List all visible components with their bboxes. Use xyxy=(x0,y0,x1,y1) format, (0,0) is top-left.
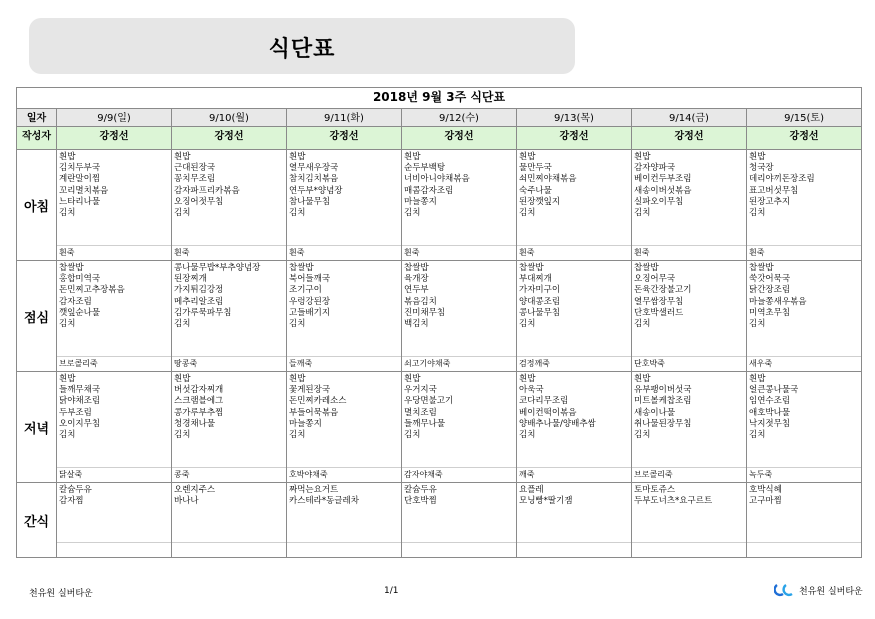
menu-item: 돈민찌카레소스 xyxy=(289,396,347,407)
porridge-divider xyxy=(287,356,401,357)
menu-item: 콩나물무침 xyxy=(519,307,561,318)
porridge-divider xyxy=(287,245,401,246)
writer-label: 작성자 xyxy=(17,127,57,150)
page-title-box xyxy=(29,18,575,74)
menu-item: 우당면불고기 xyxy=(404,396,454,407)
menu-item: 모닝빵*딸기잼 xyxy=(519,496,573,507)
writer-name: 강정선 xyxy=(402,127,517,150)
porridge-item: 들깨죽 xyxy=(289,359,313,368)
porridge-item: 땅콩죽 xyxy=(174,359,198,368)
menu-item: 얼큰콩나물국 xyxy=(749,385,799,396)
porridge-divider xyxy=(287,542,401,543)
porridge-item: 흰죽 xyxy=(634,248,650,257)
menu-item: 흰밥 xyxy=(749,152,766,162)
menu-item: 꽃게된장국 xyxy=(289,385,331,396)
breakfast-cell xyxy=(172,150,287,261)
footer-org: 천유원 실버타운 xyxy=(29,589,93,599)
menu-item: 오렌지주스 xyxy=(174,485,216,495)
menu-item: 찹쌀밥 xyxy=(749,263,774,273)
menu-item: 감자파프리카볶음 xyxy=(174,185,240,196)
menu-item: 흰밥 xyxy=(519,152,536,162)
writer-name: 강정선 xyxy=(517,127,632,150)
menu-item: 마늘쫑새우볶음 xyxy=(749,296,807,307)
snack-cell xyxy=(747,483,862,558)
footer-page-number: 1/1 xyxy=(384,586,399,596)
snack-cell xyxy=(57,483,172,558)
breakfast-cell xyxy=(632,150,747,261)
breakfast-cell xyxy=(517,150,632,261)
breakfast-cell xyxy=(57,150,172,261)
porridge-item: 단호박죽 xyxy=(634,359,665,368)
porridge-divider xyxy=(287,467,401,468)
menu-item: 감자양파국 xyxy=(634,163,676,174)
menu-item: 실파오이무침 xyxy=(634,196,684,207)
menu-item: 흰밥 xyxy=(634,152,651,162)
menu-item: 감자조림 xyxy=(59,296,92,307)
porridge-item: 호박야채죽 xyxy=(289,470,328,479)
porridge-divider xyxy=(57,245,171,246)
menu-item: 칼슘두유 xyxy=(404,485,437,495)
menu-item: 김치 xyxy=(174,319,191,330)
breakfast-cell xyxy=(402,150,517,261)
lunch-cell xyxy=(57,261,172,372)
menu-item: 김치 xyxy=(289,208,306,219)
menu-item: 콩나물무밥*부추양념장 xyxy=(174,263,261,273)
menu-item: 김치 xyxy=(174,208,191,219)
writer-name: 강정선 xyxy=(632,127,747,150)
menu-item: 토마토쥬스 xyxy=(634,485,676,495)
porridge-divider xyxy=(517,356,631,357)
table-title: 2018년 9월 3주 식단표 xyxy=(17,88,862,109)
porridge-divider xyxy=(57,356,171,357)
breakfast-cell xyxy=(747,150,862,261)
menu-item: 쑥갓어묵국 xyxy=(749,274,791,285)
menu-item: 김치 xyxy=(174,430,191,441)
porridge-item: 쇠고기야채죽 xyxy=(404,359,451,368)
porridge-item: 감자야채죽 xyxy=(404,470,443,479)
breakfast-label: 아침 xyxy=(17,150,57,261)
menu-item: 미트볼케찹조림 xyxy=(634,396,692,407)
lunch-cell xyxy=(517,261,632,372)
menu-item: 마늘쫑지 xyxy=(289,418,322,429)
menu-item: 칼슘두유 xyxy=(59,485,92,495)
menu-item: 새송이나물 xyxy=(634,407,676,418)
menu-item: 흰밥 xyxy=(174,374,191,384)
menu-item: 가자미구이 xyxy=(519,285,561,296)
snack-cell xyxy=(402,483,517,558)
menu-item: 흰밥 xyxy=(289,374,306,384)
menu-item: 숙주나물 xyxy=(519,185,552,196)
menu-item: 아욱국 xyxy=(519,385,544,396)
day-header: 9/9(일) xyxy=(57,109,172,127)
menu-item: 된장고추지 xyxy=(749,196,791,207)
day-label: 일자 xyxy=(17,109,57,127)
menu-item: 단호박샐러드 xyxy=(634,307,684,318)
menu-item: 계란말이찜 xyxy=(59,174,101,185)
porridge-item: 콩죽 xyxy=(174,470,190,479)
menu-item: 들깨무채국 xyxy=(59,385,101,396)
menu-item: 꼬리멸치볶음 xyxy=(59,185,109,196)
menu-item: 김치 xyxy=(749,319,766,330)
menu-item: 흰밥 xyxy=(519,374,536,384)
menu-item: 우거지국 xyxy=(404,385,437,396)
menu-item: 연두부 xyxy=(404,285,429,296)
menu-item: 김치 xyxy=(59,208,76,219)
porridge-divider xyxy=(747,356,861,357)
menu-item: 메추리알조림 xyxy=(174,296,224,307)
porridge-divider xyxy=(632,245,746,246)
menu-item: 고들배기지 xyxy=(289,307,331,318)
porridge-divider xyxy=(172,356,286,357)
menu-item: 청국장 xyxy=(749,163,774,174)
porridge-divider xyxy=(402,356,516,357)
porridge-divider xyxy=(172,467,286,468)
menu-item: 매콤감자조림 xyxy=(404,185,454,196)
lunch-cell xyxy=(172,261,287,372)
menu-item: 흰밥 xyxy=(289,152,306,162)
menu-item: 김치 xyxy=(634,319,651,330)
menu-item: 멸치조림 xyxy=(404,407,437,418)
menu-item: 된장깻잎지 xyxy=(519,196,561,207)
menu-item: 흰밥 xyxy=(634,374,651,384)
menu-item: 바나나 xyxy=(174,496,199,507)
snack-cell xyxy=(632,483,747,558)
menu-item: 감자찜 xyxy=(59,496,84,507)
menu-item: 청경채나물 xyxy=(174,418,216,429)
menu-item: 베이컨떡이볶음 xyxy=(519,407,577,418)
dinner-cell xyxy=(172,372,287,483)
lunch-cell xyxy=(632,261,747,372)
porridge-item: 브로콜리죽 xyxy=(59,359,98,368)
menu-item: 낙지젓무침 xyxy=(749,418,791,429)
menu-item: 백김치 xyxy=(404,319,429,330)
dinner-cell xyxy=(287,372,402,483)
writer-name: 강정선 xyxy=(57,127,172,150)
dinner-cell xyxy=(632,372,747,483)
porridge-divider xyxy=(517,542,631,543)
menu-item: 마늘쫑지 xyxy=(404,196,437,207)
lunch-cell xyxy=(747,261,862,372)
day-header: 9/11(화) xyxy=(287,109,402,127)
menu-item: 김치 xyxy=(634,208,651,219)
menu-item: 찹쌀밥 xyxy=(289,263,314,273)
menu-item: 오징어무국 xyxy=(634,274,676,285)
menu-item: 흰밥 xyxy=(174,152,191,162)
menu-item: 들깨무나물 xyxy=(404,418,446,429)
menu-item: 양배추나물/양배추쌈 xyxy=(519,418,596,429)
menu-item: 김치 xyxy=(749,430,766,441)
porridge-divider xyxy=(172,542,286,543)
day-header: 9/14(금) xyxy=(632,109,747,127)
footer-logo xyxy=(774,583,863,597)
menu-item: 콩가루부추찜 xyxy=(174,407,224,418)
menu-item: 근대된장국 xyxy=(174,163,216,174)
menu-item: 오징어젓무침 xyxy=(174,196,224,207)
page-title: 식단표 xyxy=(268,37,336,62)
porridge-item: 흰죽 xyxy=(59,248,75,257)
menu-item: 김치 xyxy=(634,430,651,441)
porridge-item: 흰죽 xyxy=(749,248,765,257)
day-header: 9/12(수) xyxy=(402,109,517,127)
menu-item: 김치 xyxy=(519,319,536,330)
menu-item: 김치 xyxy=(59,319,76,330)
snack-cell xyxy=(517,483,632,558)
menu-item: 흰밥 xyxy=(404,374,421,384)
menu-item: 스크램블에그 xyxy=(174,396,224,407)
menu-item: 김치 xyxy=(289,319,306,330)
menu-item: 취나물된장무침 xyxy=(634,418,692,429)
dinner-cell xyxy=(517,372,632,483)
writer-name: 강정선 xyxy=(747,127,862,150)
menu-item: 유부팽이버섯국 xyxy=(634,385,692,396)
dinner-cell xyxy=(402,372,517,483)
porridge-divider xyxy=(747,542,861,543)
porridge-divider xyxy=(172,245,286,246)
snack-label: 간식 xyxy=(17,483,57,558)
menu-item: 물만두국 xyxy=(519,163,552,174)
menu-item: 느타리나물 xyxy=(59,196,101,207)
writer-name: 강정선 xyxy=(172,127,287,150)
porridge-divider xyxy=(402,467,516,468)
menu-item: 김치두부국 xyxy=(59,163,101,174)
day-header: 9/15(토) xyxy=(747,109,862,127)
porridge-divider xyxy=(402,542,516,543)
menu-item: 참치김치볶음 xyxy=(289,174,339,185)
dinner-cell xyxy=(747,372,862,483)
porridge-item: 깨죽 xyxy=(519,470,535,479)
menu-item: 흰밥 xyxy=(404,152,421,162)
menu-item: 임연수조림 xyxy=(749,396,791,407)
porridge-divider xyxy=(402,245,516,246)
menu-item: 데리야끼돈장조림 xyxy=(749,174,815,185)
dinner-label: 저녁 xyxy=(17,372,57,483)
menu-item: 조기구이 xyxy=(289,285,322,296)
porridge-divider xyxy=(57,467,171,468)
menu-item: 호박식혜 xyxy=(749,485,782,495)
menu-item: 김치 xyxy=(289,430,306,441)
porridge-item: 흰죽 xyxy=(289,248,305,257)
menu-item: 열무쌈장무침 xyxy=(634,296,684,307)
menu-item: 두부도너츠*요구르트 xyxy=(634,496,713,507)
porridge-divider xyxy=(57,542,171,543)
menu-item: 버섯감자찌개 xyxy=(174,385,224,396)
lunch-cell xyxy=(402,261,517,372)
menu-item: 너비아니야채볶음 xyxy=(404,174,470,185)
menu-item: 두부조림 xyxy=(59,407,92,418)
menu-item: 표고버섯무침 xyxy=(749,185,799,196)
menu-item: 볶음김치 xyxy=(404,296,437,307)
menu-item: 돈민찌고추장볶음 xyxy=(59,285,125,296)
menu-item: 부들어묵볶음 xyxy=(289,407,339,418)
menu-item: 쇠민찌야채볶음 xyxy=(519,174,577,185)
menu-item: 열무새우장국 xyxy=(289,163,339,174)
menu-item: 흰밥 xyxy=(59,152,76,162)
porridge-divider xyxy=(632,356,746,357)
porridge-divider xyxy=(517,245,631,246)
dinner-cell xyxy=(57,372,172,483)
porridge-item: 브로콜리죽 xyxy=(634,470,673,479)
menu-item: 고구마찜 xyxy=(749,496,782,507)
menu-item: 홍합미역국 xyxy=(59,274,101,285)
writer-name: 강정선 xyxy=(287,127,402,150)
porridge-divider xyxy=(747,467,861,468)
menu-item: 김치 xyxy=(59,430,76,441)
porridge-item: 흰죽 xyxy=(519,248,535,257)
menu-item: 닭간장조림 xyxy=(749,285,791,296)
menu-item: 김가루묵파무침 xyxy=(174,307,232,318)
meal-table xyxy=(16,87,862,558)
menu-item: 찹쌀밥 xyxy=(404,263,429,273)
menu-item: 된장찌개 xyxy=(174,274,207,285)
porridge-item: 흰죽 xyxy=(174,248,190,257)
menu-item: 육개장 xyxy=(404,274,429,285)
menu-item: 연두부*양념장 xyxy=(289,185,343,196)
lunch-label: 점심 xyxy=(17,261,57,372)
porridge-item: 흰죽 xyxy=(404,248,420,257)
menu-item: 애호박나물 xyxy=(749,407,791,418)
porridge-divider xyxy=(632,467,746,468)
menu-item: 참나물무침 xyxy=(289,196,331,207)
snack-cell xyxy=(287,483,402,558)
menu-item: 찹쌀밥 xyxy=(519,263,544,273)
menu-item: 가지튀김강정 xyxy=(174,285,224,296)
porridge-item: 검정깨죽 xyxy=(519,359,550,368)
menu-item: 우렁강된장 xyxy=(289,296,331,307)
menu-item: 김치 xyxy=(519,430,536,441)
menu-item: 흰밥 xyxy=(749,374,766,384)
menu-item: 요플레 xyxy=(519,485,544,495)
breakfast-cell xyxy=(287,150,402,261)
menu-item: 오이지무침 xyxy=(59,418,101,429)
menu-item: 미역초무침 xyxy=(749,307,791,318)
menu-item: 순두부백탕 xyxy=(404,163,446,174)
snack-cell xyxy=(172,483,287,558)
menu-item: 북어들깨국 xyxy=(289,274,331,285)
menu-item: 꽁치무조림 xyxy=(174,174,216,185)
menu-item: 코다리무조림 xyxy=(519,396,569,407)
menu-item: 찹쌀밥 xyxy=(634,263,659,273)
menu-item: 카스테라*동글레차 xyxy=(289,496,359,507)
day-header: 9/10(월) xyxy=(172,109,287,127)
menu-item: 짜먹는요거트 xyxy=(289,485,339,495)
menu-item: 김치 xyxy=(404,430,421,441)
lunch-cell xyxy=(287,261,402,372)
menu-item: 단호박찜 xyxy=(404,496,437,507)
menu-item: 닭야채조림 xyxy=(59,396,101,407)
porridge-divider xyxy=(632,542,746,543)
porridge-item: 새우죽 xyxy=(749,359,773,368)
menu-item: 새송이버섯볶음 xyxy=(634,185,692,196)
menu-item: 흰밥 xyxy=(59,374,76,384)
menu-item: 찹쌀밥 xyxy=(59,263,84,273)
porridge-item: 닭살죽 xyxy=(59,470,83,479)
menu-item: 깻잎순나물 xyxy=(59,307,101,318)
menu-item: 김치 xyxy=(404,208,421,219)
logo-text: 천유원 실버타운 xyxy=(799,586,863,597)
menu-item: 베이컨두부조림 xyxy=(634,174,692,185)
menu-item: 김치 xyxy=(519,208,536,219)
menu-item: 김치 xyxy=(749,208,766,219)
porridge-divider xyxy=(747,245,861,246)
porridge-divider xyxy=(517,467,631,468)
menu-item: 돈육간장불고기 xyxy=(634,285,692,296)
logo-icon xyxy=(774,583,796,597)
day-header: 9/13(목) xyxy=(517,109,632,127)
menu-item: 부대찌개 xyxy=(519,274,552,285)
menu-item: 진미채무침 xyxy=(404,307,446,318)
porridge-item: 녹두죽 xyxy=(749,470,773,479)
menu-item: 양대콩조림 xyxy=(519,296,561,307)
